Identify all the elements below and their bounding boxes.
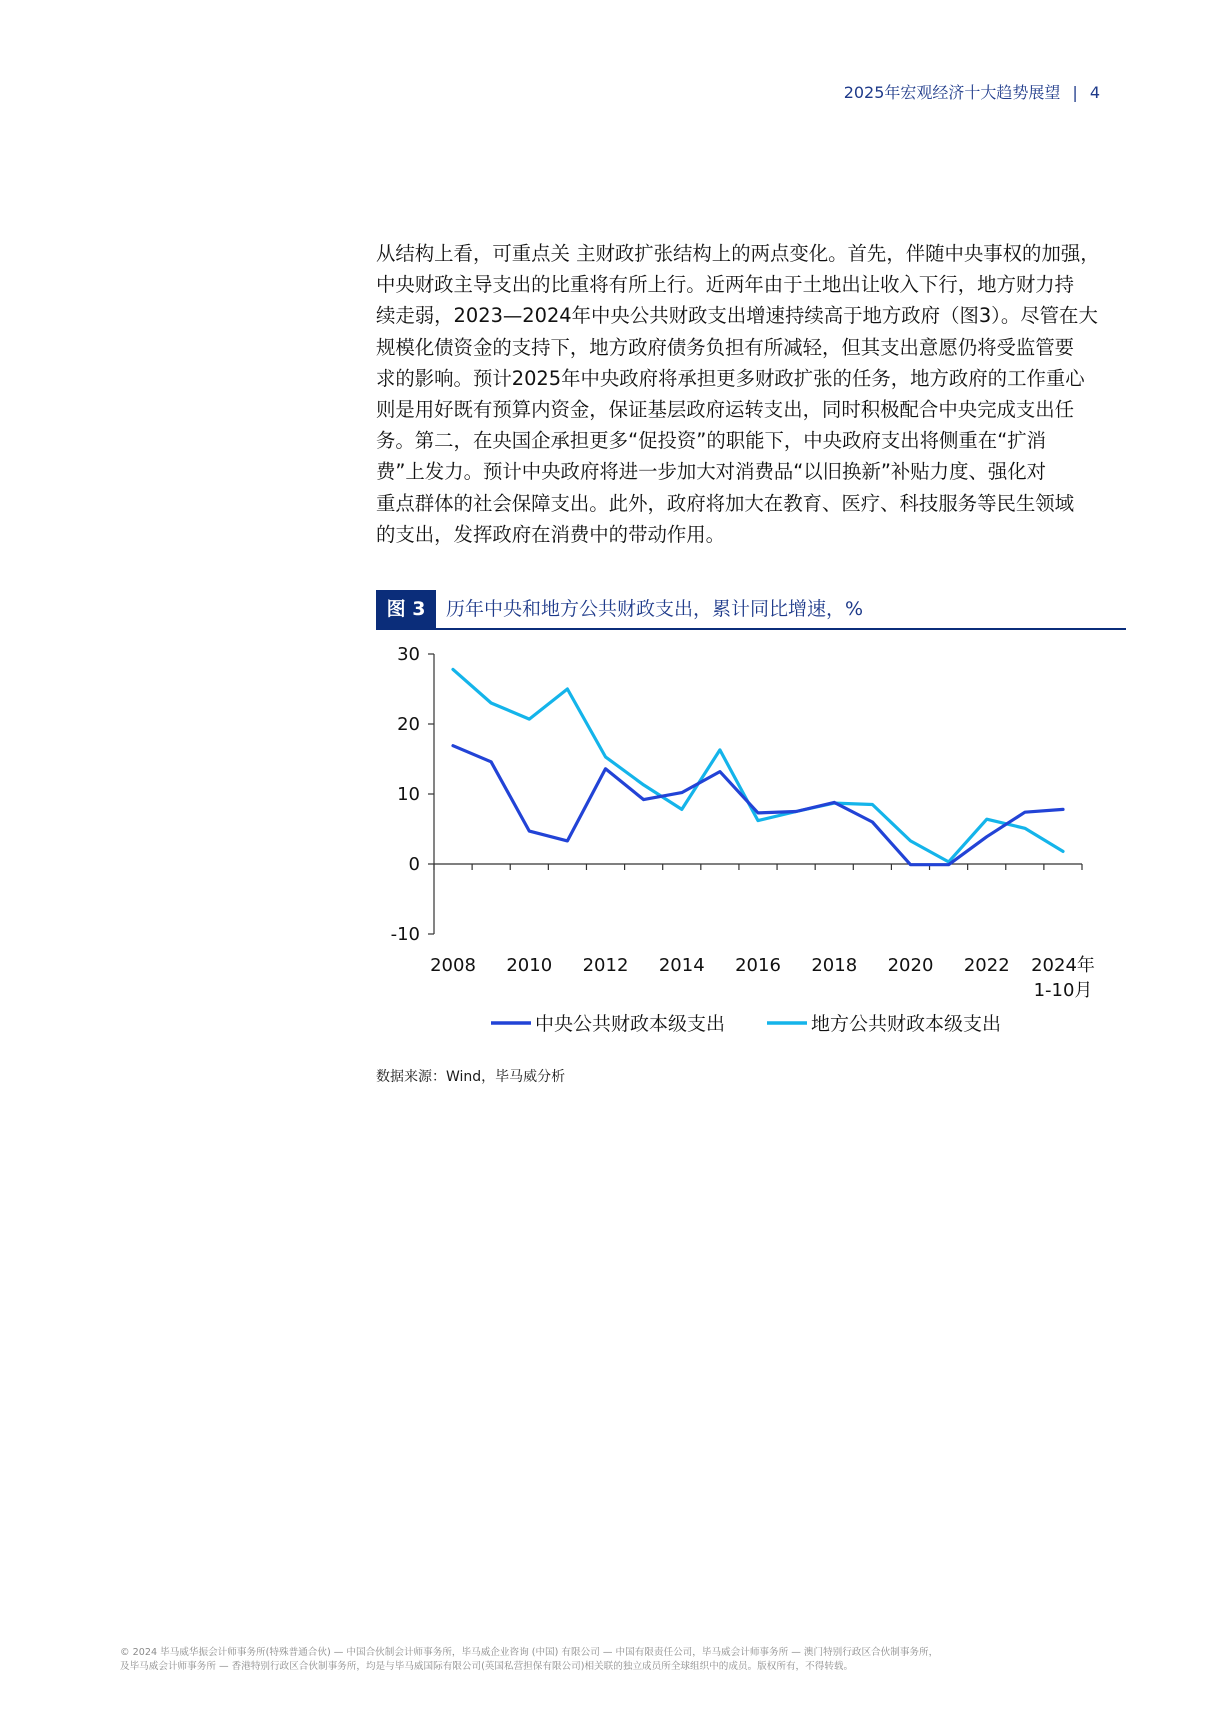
paragraph-line: 从结构上看，可重点关 主财政扩张结构上的两点变化。首先，伴随中央事权的加强，	[376, 242, 1100, 265]
figure-badge: 图 3	[376, 590, 436, 628]
x-tick-label: 2020	[887, 955, 934, 976]
paragraph-line: 费”上发力。预计中央政府将进一步加大对消费品“以旧换新”补贴力度、强化对	[376, 460, 1047, 484]
page-number: 4	[1089, 83, 1100, 102]
y-tick-label: 30	[397, 644, 420, 665]
body-paragraph	[376, 238, 1138, 550]
x-tick-label: 2022	[963, 955, 1010, 976]
y-tick-label: 0	[408, 854, 420, 875]
paragraph-line: 务。第二，在央国企承担更多“促投资”的职能下，中央政府支出将侧重在“扩消	[376, 429, 1047, 453]
footer-line: 及毕马威会计师事务所 — 香港特别行政区合伙制事务所，均是与毕马威国际有限公司(英国私营担保有限公司)相关联的独立成员所全球组织中的成员。版权所有，不得转载。	[120, 1661, 854, 1672]
paragraph-line: 规模化债资金的支持下，地方政府债务负担有所减轻，但其支出意愿仍将受监管要	[376, 335, 1075, 359]
report-title: 2025年宏观经济十大趋势展望	[843, 83, 1061, 102]
x-tick-label: 2010	[506, 955, 553, 976]
x-tick-label: 2012	[582, 955, 629, 976]
legal-footer	[120, 1646, 1130, 1674]
x-tick-label: 2018	[811, 955, 858, 976]
x-tick-sublabel: 1-10月	[1033, 980, 1093, 1001]
paragraph-line: 则是用好既有预算内资金，保证基层政府运转支出，同时积极配合中央完成支出任	[376, 398, 1075, 422]
line-chart	[376, 634, 1136, 1054]
y-tick-label: 20	[397, 714, 420, 735]
page-header	[700, 80, 1100, 103]
legend-label: 地方公共财政本级支出	[811, 1013, 1002, 1035]
y-tick-label: -10	[390, 924, 420, 945]
y-tick-label: 10	[397, 784, 420, 805]
x-tick-label: 2016	[735, 955, 781, 976]
chart-svg	[376, 634, 1136, 1054]
series-line-local	[453, 669, 1063, 862]
data-source: 数据来源：Wind，毕马威分析	[376, 1069, 566, 1085]
paragraph-line: 中央财政主导支出的比重将有所上行。近两年由于土地出让收入下行，地方财力持	[376, 273, 1075, 297]
series-line-central	[453, 746, 1063, 865]
paragraph-line: 的支出，发挥政府在消费中的带动作用。	[376, 522, 726, 546]
x-tick-label: 2014	[658, 955, 705, 976]
paragraph-line: 重点群体的社会保障支出。此外，政府将加大在教育、医疗、科技服务等民生领域	[376, 491, 1075, 515]
x-tick-label: 2024年	[1031, 955, 1095, 976]
footer-line: © 2024 毕马威华振会计师事务所(特殊普通合伙) — 中国合伙制会计师事务所，毕马威企业咨询 (中国) 有限公司 — 中国有限责任公司，毕马威会计师事务所 — 澳门特别行政区合伙制事务所，	[120, 1647, 939, 1658]
header-separator: |	[1072, 83, 1078, 102]
x-tick-label: 2008	[430, 955, 476, 976]
figure-title: 历年中央和地方公共财政支出，累计同比增速，%	[446, 598, 864, 620]
legend-label: 中央公共财政本级支出	[535, 1013, 726, 1035]
paragraph-line: 求的影响。预计2025年中央政府将承担更多财政扩张的任务，地方政府的工作重心	[376, 366, 1085, 390]
figure-header	[376, 590, 1126, 630]
paragraph-line: 续走弱，2023—2024年中央公共财政支出增速持续高于地方政府（图3）。尽管在大	[376, 304, 1098, 328]
